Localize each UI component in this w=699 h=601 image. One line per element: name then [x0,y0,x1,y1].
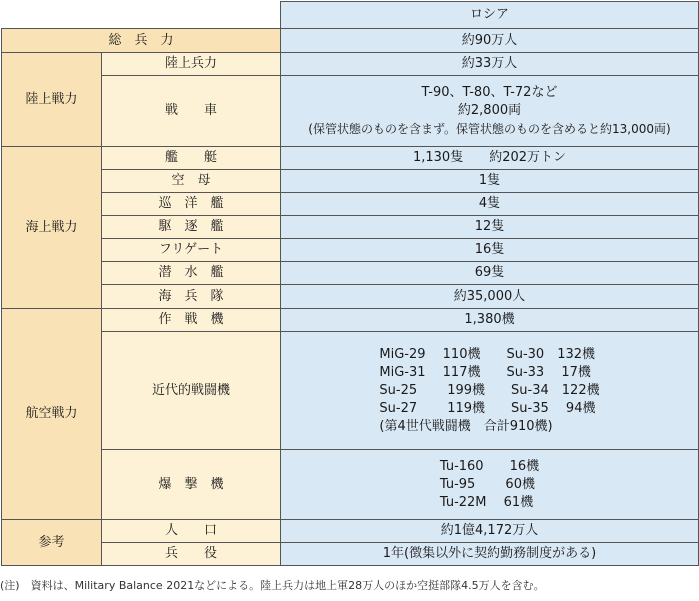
fighter-line: Su-27 119機 Su-35 94機 [379,400,596,416]
modern-fighters-label: 近代的戦闘機 [102,332,281,450]
population-label: 人 口 [102,520,281,543]
fighter-total: (第4世代戦闘機 合計910機) [379,418,553,434]
air-row-modern-fighters [2,332,699,450]
tanks-value [281,76,699,147]
sea-row-marines [2,285,699,309]
fighter-line: MiG-29 110機 Su-30 132機 [379,346,596,362]
air-category: 航空戦力 [2,309,102,520]
sea-label-destroyer: 駆 逐 艦 [102,216,281,239]
air-row-combat-aircraft [2,309,699,332]
sea-value-cruiser: 4隻 [281,193,699,216]
total-force-row [2,29,699,53]
bomber-line: Tu-160 16機 [439,458,540,474]
tanks-label: 戦 車 [102,76,281,147]
sea-value-destroyer: 12隻 [281,216,699,239]
sea-row-frigate [2,239,699,262]
air-row-bombers [2,450,699,520]
source-note: (注) 資料は、Military Balance 2021などによる。陸上兵力は地上軍28万人のほか空挺部隊4.5万人を含む。 [0,579,545,592]
military-service-label: 兵 役 [102,543,281,566]
sea-category: 海上戦力 [2,147,102,309]
fighter-line: MiG-31 117機 Su-33 17機 [379,364,591,380]
sea-row-submarine [2,262,699,285]
land-category: 陸上戦力 [2,53,102,147]
sea-row-carrier [2,170,699,193]
modern-fighters-value [281,332,699,450]
bombers-label: 爆 撃 機 [102,450,281,520]
sea-value-vessels: 1,130隻 約202万トン [281,147,699,170]
tanks-count: 約2,800両 [457,103,522,118]
military-service-row [2,543,699,566]
sea-value-carrier: 1隻 [281,170,699,193]
country-header: ロシア [281,2,699,29]
land-troops-value: 約33万人 [281,53,699,76]
sea-value-frigate: 16隻 [281,239,699,262]
header-blank-cell [2,2,281,29]
tanks-storage-note: (保管状態のものを含まず。保管状態のものを含めると約13,000両) [308,122,671,136]
combat-aircraft-label: 作 戦 機 [102,309,281,332]
fighter-line: Su-25 199機 Su-34 122機 [379,382,600,398]
military-service-value: 1年(徴集以外に契約勤務制度がある) [281,543,699,566]
sea-label-marines: 海 兵 隊 [102,285,281,309]
tanks-row [2,76,699,147]
sea-row-cruiser [2,193,699,216]
reference-category: 参考 [2,520,102,566]
sea-row-vessels [2,147,699,170]
tanks-models: T-90、T-80、T-72など [421,85,558,100]
sea-label-carrier: 空 母 [102,170,281,193]
population-row [2,520,699,543]
bombers-list [440,458,539,512]
modern-fighters-list [379,346,599,436]
sea-label-vessels: 艦 艇 [102,147,281,170]
bombers-value [281,450,699,520]
header-row [2,2,699,29]
sea-label-submarine: 潜 水 艦 [102,262,281,285]
combat-aircraft-value: 1,380機 [281,309,699,332]
land-troops-label: 陸上兵力 [102,53,281,76]
sea-label-cruiser: 巡 洋 艦 [102,193,281,216]
military-strength-table [1,1,699,566]
bomber-line: Tu-95 60機 [439,476,535,492]
total-force-value: 約90万人 [281,29,699,53]
sea-value-marines: 約35,000人 [281,285,699,309]
sea-row-destroyer [2,216,699,239]
land-troops-row [2,53,699,76]
sea-value-submarine: 69隻 [281,262,699,285]
bomber-line: Tu-22M 61機 [439,494,534,510]
sea-label-frigate: フリゲート [102,239,281,262]
population-value: 約1億4,172万人 [281,520,699,543]
total-force-label: 総 兵 力 [2,29,281,53]
